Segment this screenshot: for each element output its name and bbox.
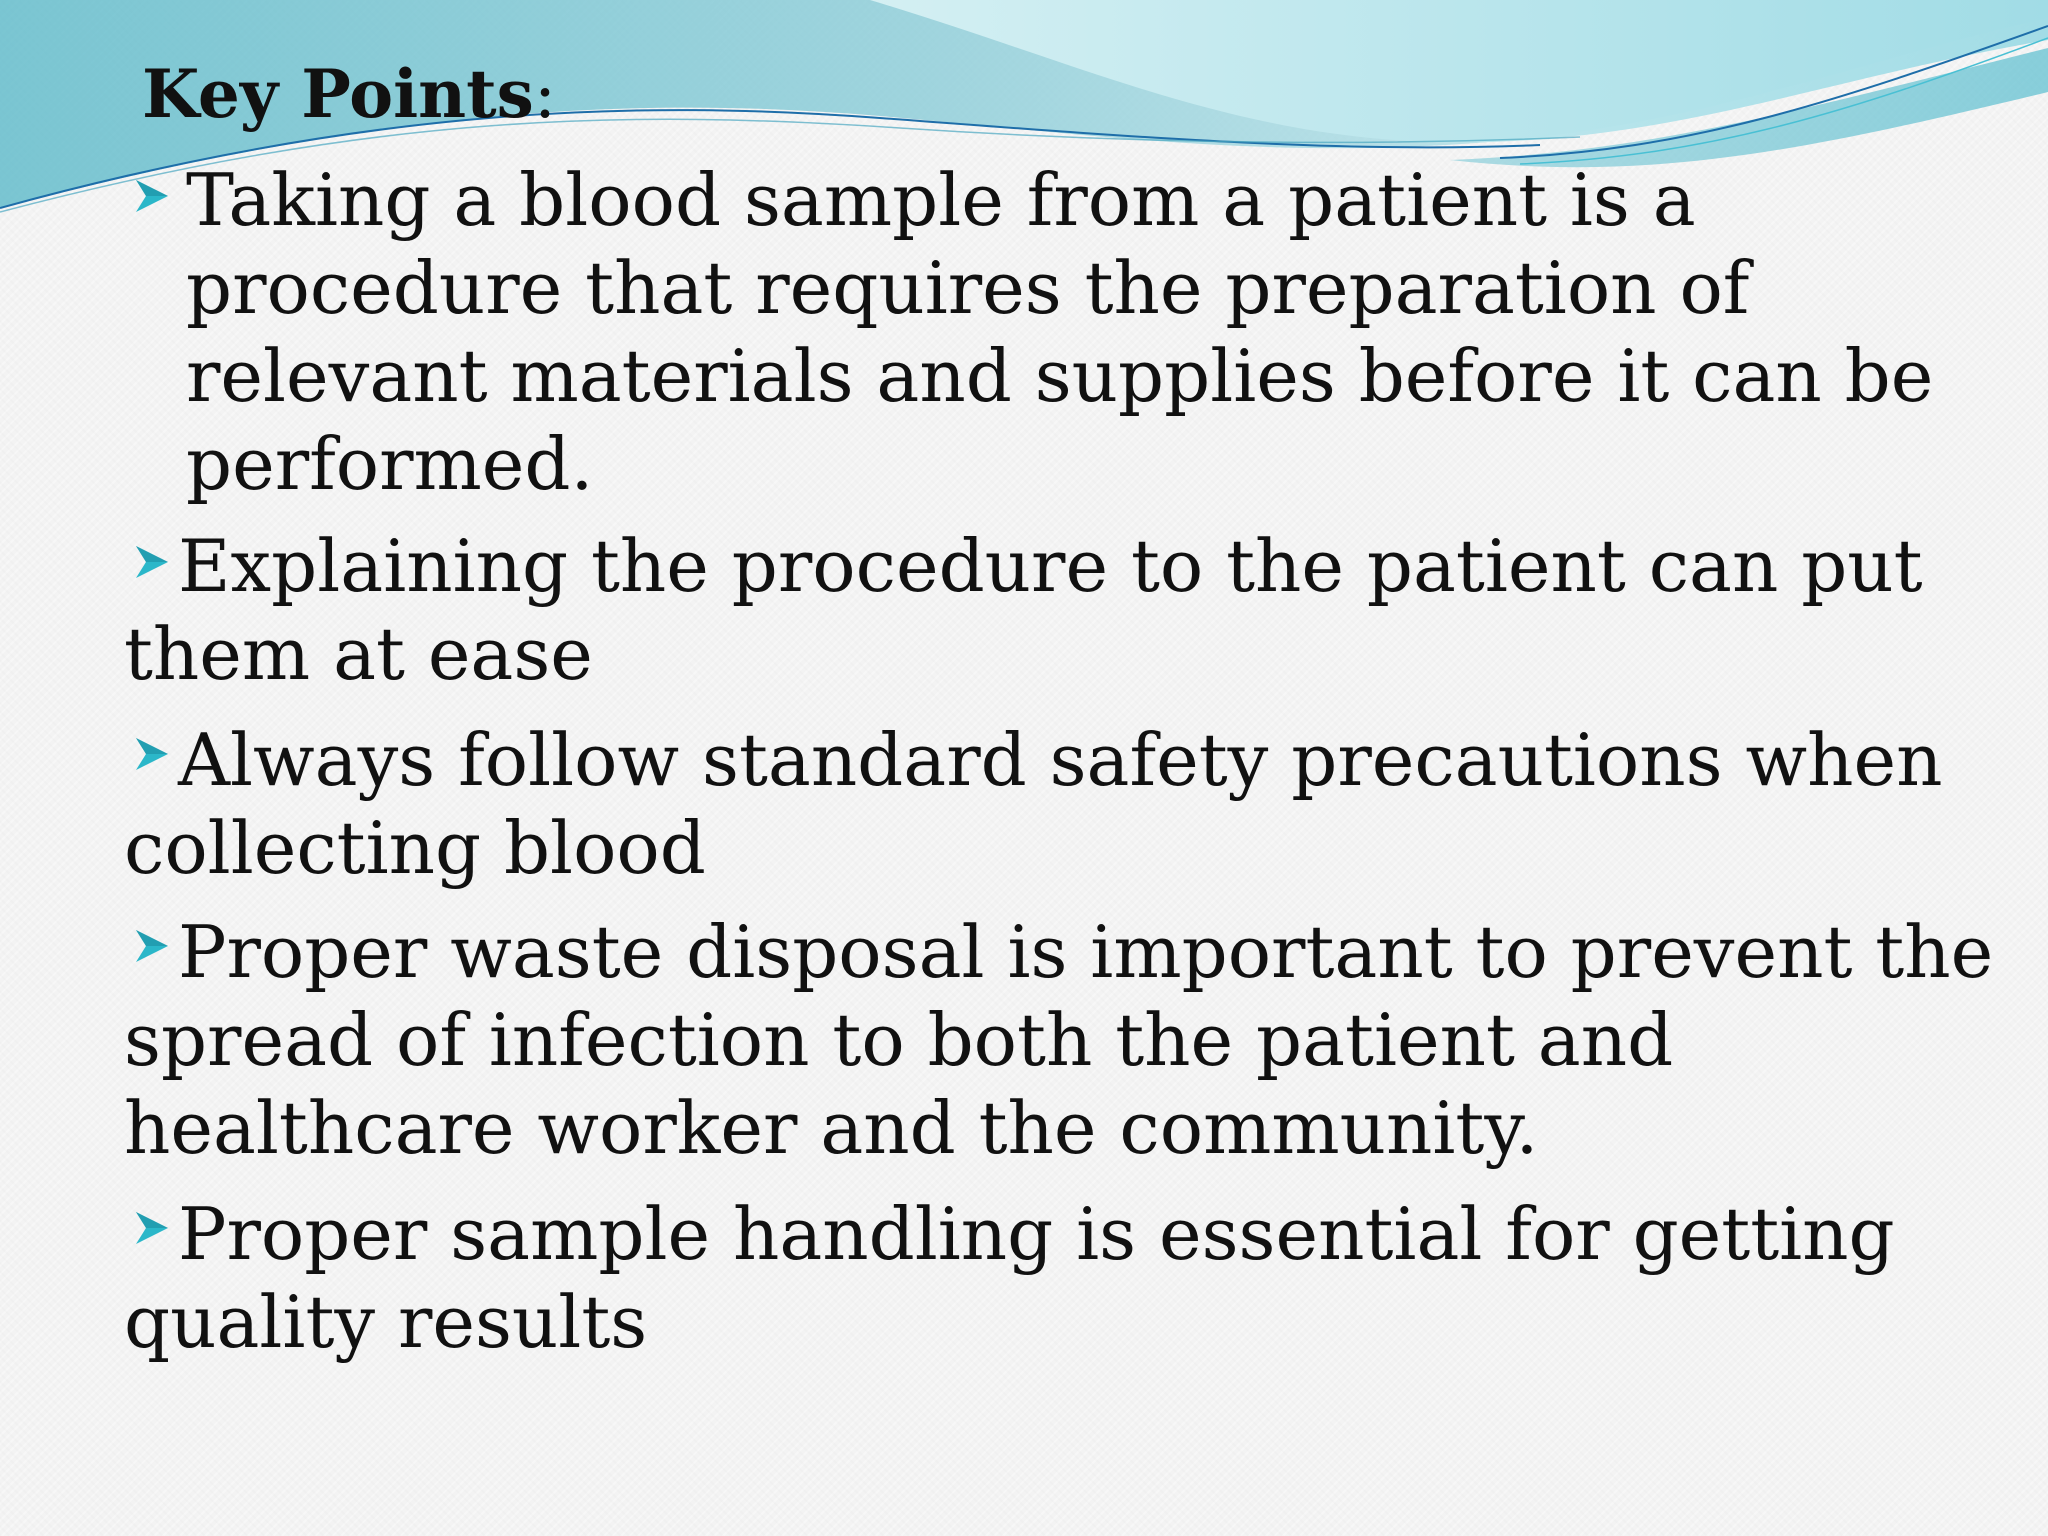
key-point-1-line-1: Taking a blood sample from a patient is a — [186, 158, 1696, 242]
key-point-5 — [124, 1190, 1895, 1366]
key-point-5-line-1: Proper sample handling is essential for getting — [178, 1192, 1895, 1276]
key-point-4-line-2: spread of infection to both the patient and — [124, 998, 1674, 1082]
key-point-3 — [124, 716, 1942, 892]
key-point-1 — [186, 156, 1933, 508]
key-point-1-line-3: relevant materials and supplies before it can be — [186, 334, 1934, 418]
key-point-2 — [124, 522, 1923, 698]
key-point-4 — [124, 908, 1993, 1172]
key-point-2-line-2: them at ease — [124, 612, 593, 696]
heading-colon: : — [533, 56, 557, 133]
key-point-1-line-4: performed. — [186, 422, 594, 506]
key-point-3-line-1: Always follow standard safety precautions when — [178, 718, 1943, 802]
key-point-4-line-3: healthcare worker and the community. — [124, 1086, 1539, 1170]
heading-text: Key Points — [142, 55, 534, 133]
key-point-3-line-2: collecting blood — [124, 806, 706, 890]
key-point-4-line-1: Proper waste disposal is important to prevent the — [178, 910, 1994, 994]
key-point-1-line-2: procedure that requires the preparation of — [186, 246, 1750, 330]
key-point-5-line-2: quality results — [124, 1280, 648, 1364]
arrow-bullet-icon — [132, 176, 172, 216]
key-point-2-line-1: Explaining the procedure to the patient can put — [178, 524, 1923, 608]
